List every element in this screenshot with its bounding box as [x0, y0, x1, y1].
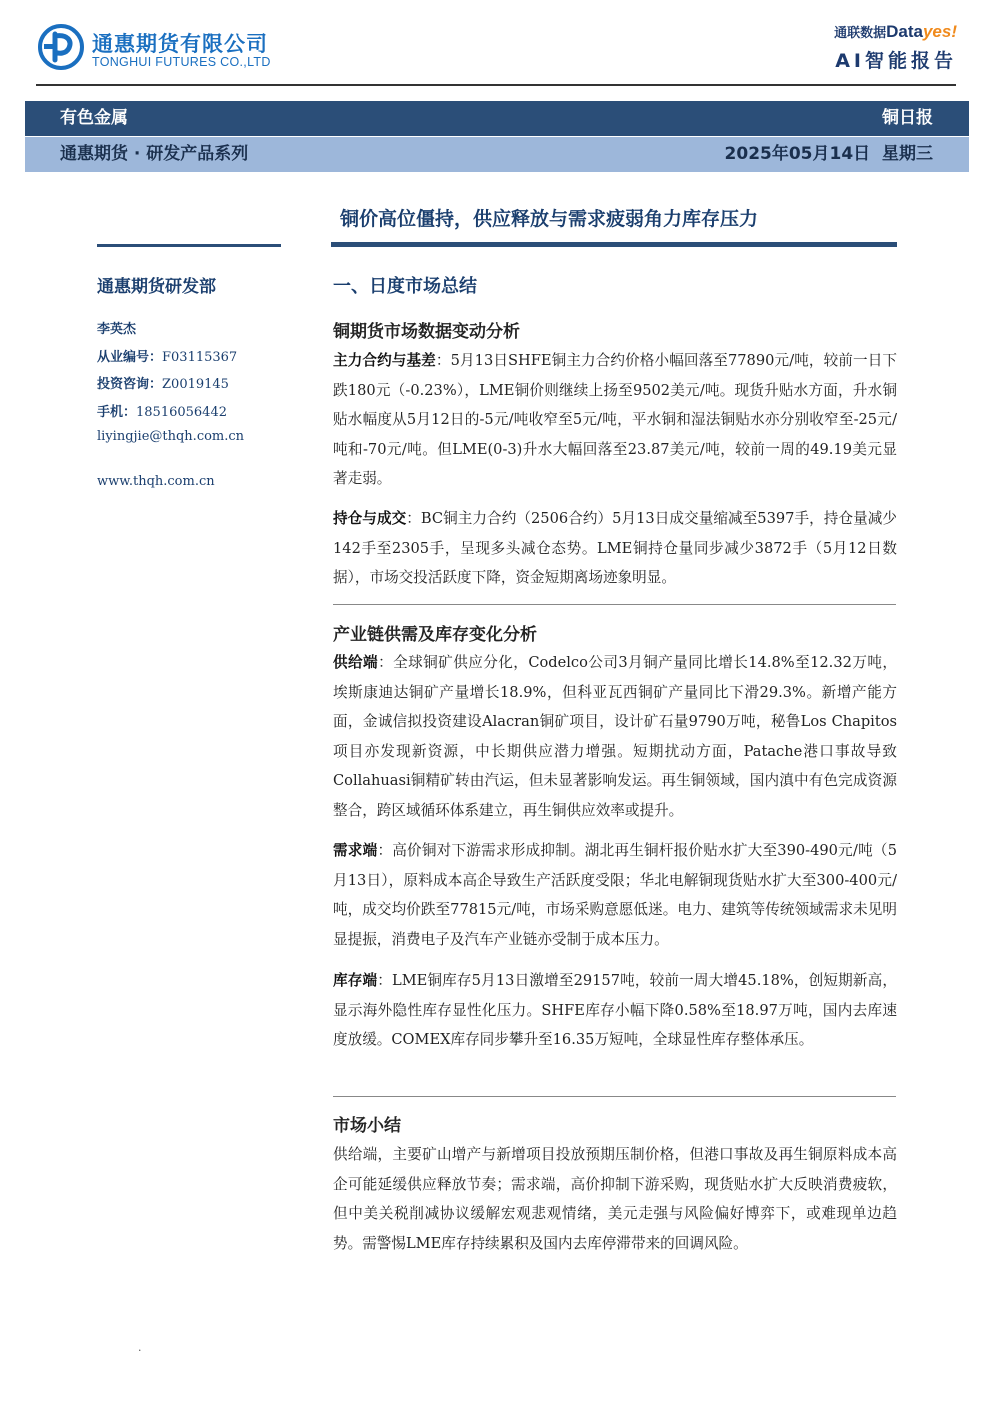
paragraph-label: 持仓与成交 [333, 510, 407, 527]
paragraph-inventory: 库存端：LME铜库存5月13日激增至29157吨，较前一周大增45.18%，创短期新高，显示海外隐性库存显性化压力。SHFE库存小幅下降0.58%至18.97万吨，国内去库速度放缓。COMEX库存同步攀升至16.35万短吨，全球显性库存整体承压。 [333, 972, 897, 1048]
department-name: 通惠期货研发部 [97, 277, 216, 297]
website-link[interactable]: www.thqh.com.cn [97, 474, 215, 489]
phone-label: 手机： [97, 405, 137, 420]
subheading-market-summary: 市场小结 [333, 1116, 401, 1136]
footer-mark: · [138, 1344, 142, 1357]
paragraph-demand: 需求端：高价铜对下游需求形成抑制。湖北再生铜杆报价贴水扩大至390-490元/吨（5月13日），原料成本高企导致生产活跃度受限；华北电解铜现货贴水扩大至300-400元/吨，成交均价跌至77815元/吨，市场采购意愿低迷。电力、建筑等传统领域需求未见明显提振，消费电子及汽车产业链亦受制于成本压力。 [333, 842, 897, 948]
paragraph-label: 需求端 [333, 842, 378, 859]
subheading-futures-data: 铜期货市场数据变动分析 [333, 322, 520, 342]
phone-line [97, 401, 227, 420]
category-label: 有色金属 [60, 108, 128, 128]
title-underline [331, 242, 897, 247]
section-heading-daily-summary: 一、日度市场总结 [333, 276, 477, 297]
company-name-cn: 通惠期货有限公司 [92, 32, 268, 56]
partner-name-yes: yes! [922, 22, 957, 41]
consult-label: 投资咨询： [97, 377, 163, 392]
section-divider [333, 1096, 896, 1097]
phone-number: 18516056442 [136, 405, 227, 420]
paragraph-label: 供给端 [333, 654, 379, 671]
report-title: 铜价高位僵持，供应释放与需求疲弱角力库存压力 [340, 208, 759, 230]
sidebar-rule [97, 244, 281, 247]
category-bar [25, 101, 969, 136]
paragraph-label: 主力合约与基差 [333, 352, 436, 369]
header-divider [36, 84, 956, 86]
company-name-en: TONGHUI FUTURES CO.,LTD [92, 55, 271, 69]
report-brand: AI智能报告 [835, 50, 957, 72]
series-bar [25, 137, 969, 172]
series-label: 通惠期货 · 研发产品系列 [60, 144, 249, 164]
paragraph-label: 库存端 [333, 972, 378, 989]
license-label: 从业编号： [97, 350, 163, 365]
paragraph-main-contract: 主力合约与基差：5月13日SHFE铜主力合约价格小幅回落至77890元/吨，较前一日下跌180元（-0.23%），LME铜价则继续上扬至9502美元/吨。现货升贴水方面，升水铜贴水幅度从5月12日的-5元/吨收窄至5元/吨，平水铜和湿法铜贴水亦分别收窄至-25元/吨和-70元/吨。但LME(0-3)升水大幅回落至23.87美元/吨，较前一周的49.19美元显著走弱。 [333, 352, 897, 487]
partner-name-cn: 通联数据 [834, 26, 887, 41]
company-logo-icon [38, 24, 84, 70]
paragraph-supply: 供给端：全球铜矿供应分化，Codelco公司3月铜产量同比增长14.8%至12.32万吨，埃斯康迪达铜矿产量增长18.9%，但科亚瓦西铜矿产量同比下滑29.3%。新增产能方面，金诚信拟投资建设Alacran铜矿项目，设计矿石量9790万吨，秘鲁Los Chapitos项目亦发现新资源，中长期供应潜力增强。短期扰动方面，Patache港口事故导致Collahuasi铜精矿转由汽运，但未显著影响发运。再生铜领域，国内滇中有色完成资源整合，跨区域循环体系建立，再生铜供应效率或提升。 [333, 654, 897, 819]
analyst-name: 李英杰 [97, 322, 137, 337]
section-divider [333, 604, 896, 605]
partner-name-data: Data [886, 22, 923, 41]
report-type-label: 铜日报 [882, 108, 933, 128]
email-link[interactable]: liyingjie@thqh.com.cn [97, 429, 245, 444]
subheading-supply-demand: 产业链供需及库存变化分析 [333, 625, 537, 645]
consult-number: Z0019145 [162, 377, 229, 392]
license-line [97, 346, 237, 365]
partner-logo [834, 22, 957, 42]
paragraph-market-summary: 供给端，主要矿山增产与新增项目投放预期压制价格，但港口事故及再生铜原料成本高企可能延缓供应释放节奏；需求端，高价抑制下游采购，现货贴水扩大反映消费疲软，但中美关税削减协议缓解宏观悲观情绪，美元走强与风险偏好博弈下，或难现单边趋势。需警惕LME库存持续累积及国内去库停滞带来的回调风险。 [333, 1146, 897, 1252]
paragraph-position-volume: 持仓与成交：BC铜主力合约（2506合约）5月13日成交量缩减至5397手，持仓量减少142手至2305手，呈现多头减仓态势。LME铜持仓量同步减少3872手（5月12日数据），市场交投活跃度下降，资金短期离场迹象明显。 [333, 510, 897, 586]
consult-line [97, 373, 229, 392]
report-date: 2025年05月14日 星期三 [724, 144, 933, 164]
license-number: F03115367 [162, 350, 238, 365]
